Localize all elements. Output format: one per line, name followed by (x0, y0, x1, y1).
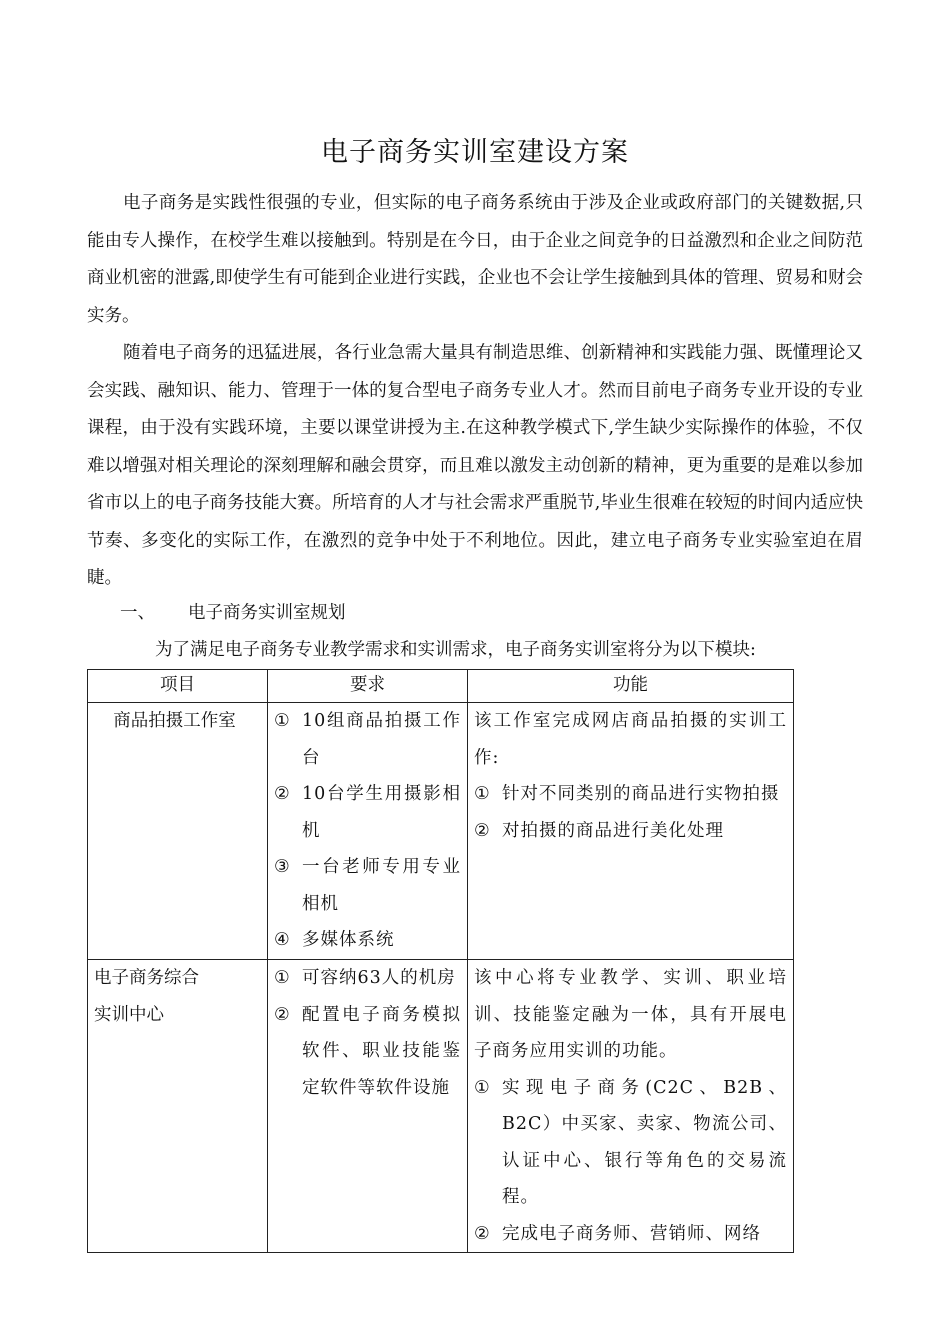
requirement-item: ① 10组商品拍摄工作台 (274, 711, 461, 768)
requirements-cell (268, 703, 468, 960)
function-intro: 该中心将专业教学、实训、职业培训、技能鉴定融为一体，具有开展电子商务应用实训的功能。 (474, 968, 787, 1061)
function-intro: 该工作室完成网店商品拍摄的实训工作: (474, 711, 787, 768)
module-table (87, 669, 794, 1253)
function-item: ① 实现电子商务(C2C、B2B、B2C）中买家、卖家、物流公司、认证中心、银行等角色的交易流程。 (474, 1077, 787, 1207)
section-title: 电子商务实训室规划 (188, 603, 346, 623)
item-cell (88, 703, 268, 960)
header-requirements: 要求 (268, 670, 468, 703)
header-function: 功能 (468, 670, 794, 703)
section-number: 一、 (120, 603, 155, 623)
function-cell (468, 703, 794, 960)
table-row (88, 703, 794, 960)
table-intro: 为了满足电子商务专业教学需求和实训需求，电子商务实训室将分为以下模块: (155, 640, 756, 660)
paragraph-motivation: 随着电子商务的迅猛进展，各行业急需大量具有制造思维、创新精神和实践能力强、既懂理论又会实践、融知识、能力、管理于一体的复合型电子商务专业人才。然而目前电子商务专业开设的专业课程，由于没有实践环境，主要以课堂讲授为主.在这种教学模式下,学生缺少实际操作的体验，不仅难以增强对相关理论的深刻理解和融会贯穿，而且难以激发主动创新的精神，更为重要的是难以参加省市以上的电子商务技能大赛。所培育的人才与社会需求严重脱节,毕业生很难在较短的时间内适应快节奏、多变化的实际工作，在激烈的竞争中处于不利地位。因此，建立电子商务专业实验室迫在眉睫。 (87, 343, 863, 588)
requirement-item: ① 可容纳63人的机房 (274, 968, 456, 988)
paragraph-background: 电子商务是实践性很强的专业，但实际的电子商务系统由于涉及企业或政府部门的关键数据,只能由专人操作，在校学生难以接触到。特别是在今日，由于企业之间竞争的日益激烈和企业之间防范商业机密的泄露,即使学生有可能到企业进行实践，企业也不会让学生接触到具体的管理、贸易和财会实务。 (87, 193, 863, 326)
header-item: 项目 (88, 670, 268, 703)
section-heading (120, 595, 346, 632)
table-row (88, 960, 794, 1253)
requirement-item: ② 10台学生用摄影相机 (274, 784, 461, 841)
table-header-row (88, 670, 794, 703)
requirement-item: ④ 多媒体系统 (274, 930, 395, 950)
document-title: 电子商务实训室建设方案 (321, 137, 629, 168)
function-cell (468, 960, 794, 1253)
item-name: 商品拍摄工作室 (113, 711, 236, 731)
function-item: ② 对拍摄的商品进行美化处理 (474, 820, 724, 841)
function-item: ② 完成电子商务师、营销师、网络 (474, 1223, 761, 1244)
item-cell (88, 960, 268, 1253)
requirement-item: ③ 一台老师专用专业相机 (274, 857, 461, 914)
function-item: ① 针对不同类别的商品进行实物拍摄 (474, 784, 780, 804)
item-name: 电子商务综合实训中心 (94, 968, 199, 1025)
requirements-cell (268, 960, 468, 1253)
requirement-item: ② 配置电子商务模拟软件、职业技能鉴定软件等软件设施 (274, 1004, 461, 1098)
